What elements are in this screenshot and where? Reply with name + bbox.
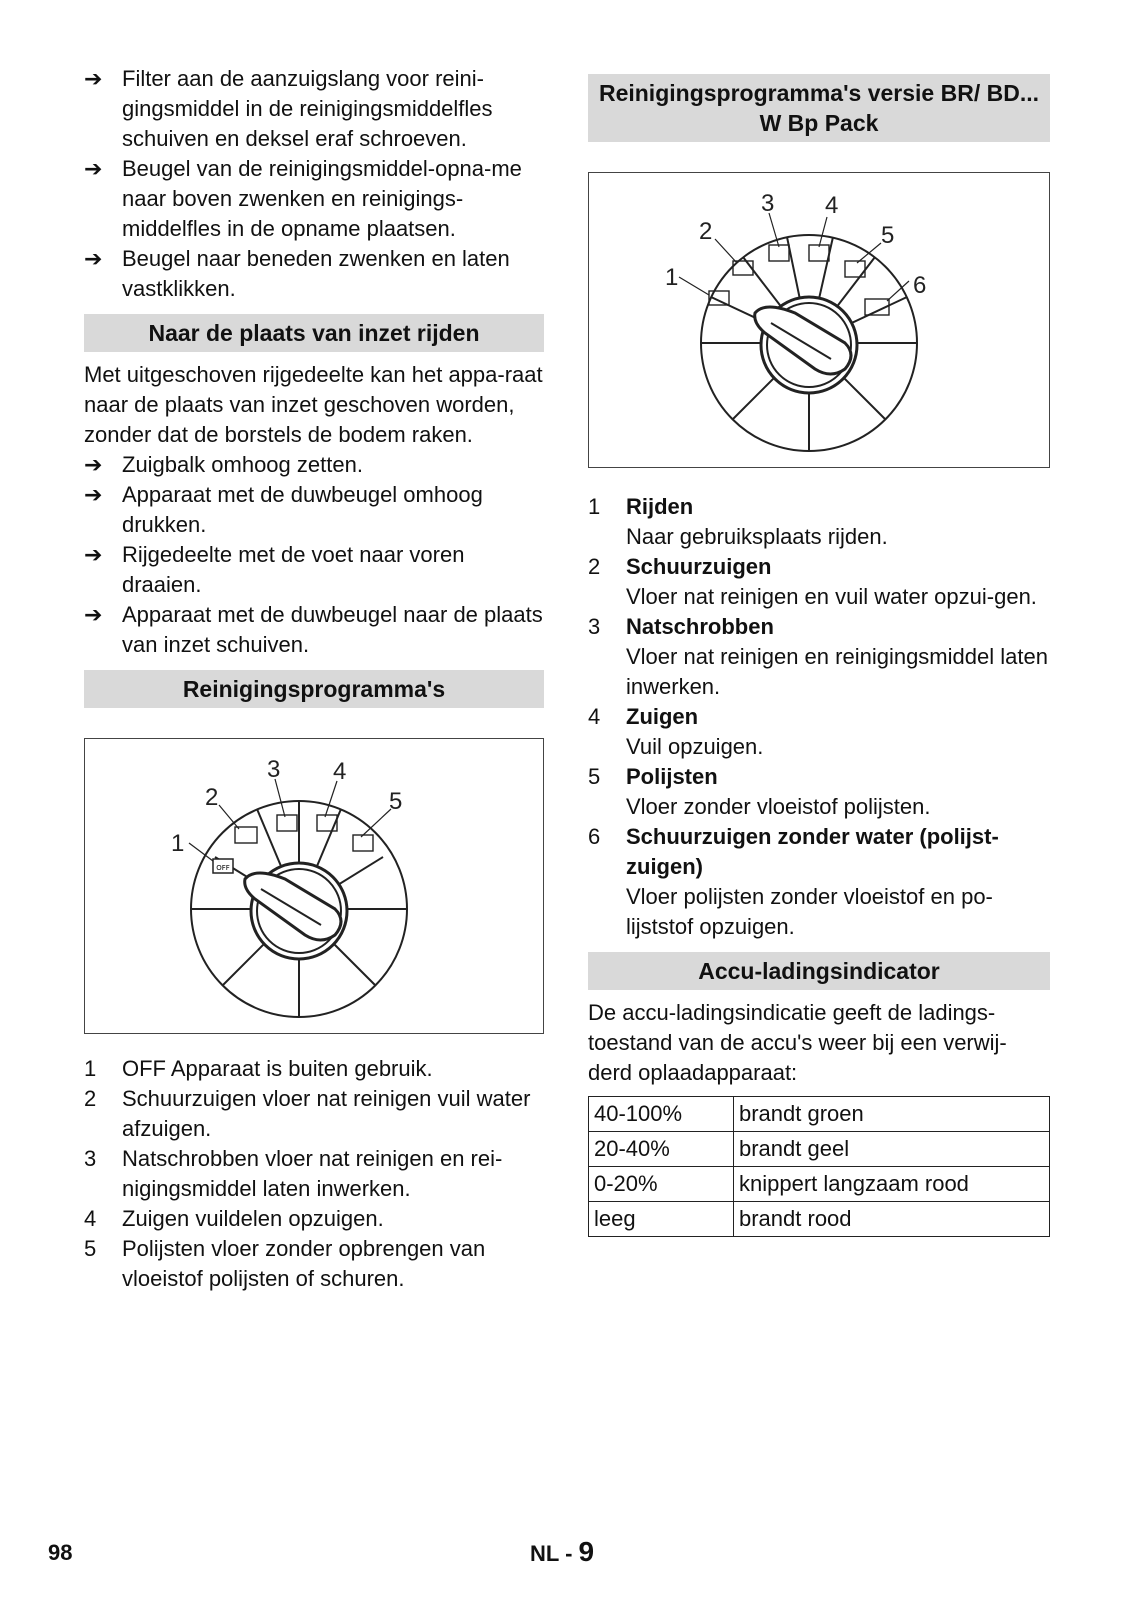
section-heading-bp-pack: Reinigingsprogramma's versie BR/ BD... W Bp Pack (588, 74, 1050, 142)
arrow-icon: ➔ (84, 482, 103, 507)
list-item: 6 Schuurzuigen zonder water (polijst-zuigen) Vloer polijsten zonder vloeistof en po-lijststof opzuigen. (588, 824, 999, 939)
callout-5: 5 (881, 222, 895, 249)
list-item: ➔ Beugel naar beneden zwenken en laten vastklikken. (84, 244, 544, 304)
right-column (588, 64, 1050, 1237)
list-item: 5 Polijsten vloer zonder opbrengen van vloeistof polijsten of schuren. (84, 1236, 486, 1291)
section-heading-reinigingsprogrammas: Reinigingsprogramma's (84, 670, 544, 708)
wet-scrub-icon (769, 245, 789, 261)
list-item: 1 Rijden Naar gebruiksplaats rijden. (588, 494, 888, 549)
list-item: 5 Polijsten Vloer zonder vloeistof polijsten. (588, 764, 931, 819)
table-row: leeg brandt rood (589, 1202, 1050, 1237)
arrow-icon: ➔ (84, 542, 103, 567)
wet-scrub-icon (277, 815, 297, 831)
callout-1: 1 (171, 830, 185, 857)
arrow-icon: ➔ (84, 156, 103, 181)
list-item: ➔ Filter aan de aanzuigslang voor reini-gingsmiddel in de reinigingsmiddelfles schuiven en deksel eraf schroeven. (84, 64, 544, 154)
callout-6: 6 (913, 272, 927, 299)
page-number: 98 (48, 1540, 73, 1565)
bp-pack-dial-figure (588, 172, 1050, 468)
list-item: ➔ Zuigbalk omhoog zetten. (84, 450, 544, 480)
list-item: 4 Zuigen vuildelen opzuigen. (84, 1206, 384, 1231)
list-item: 3 Natschrobben vloer nat reinigen en rei-nigingsmiddel laten inwerken. (84, 1146, 503, 1201)
list-item: ➔ Beugel van de reinigingsmiddel-opna-me naar boven zwenken en reinigings-middelfles in de opname plaatsen. (84, 154, 544, 244)
bp-pack-dial-diagram (589, 173, 1049, 467)
callout-1: 1 (665, 264, 679, 291)
callout-3: 3 (761, 190, 775, 217)
section-paragraph: Met uitgeschoven rijgedeelte kan het appa-raat naar de plaats van inzet geschoven worden, zonder dat de borstels de bodem raken. (84, 362, 543, 447)
left-column (84, 64, 544, 1294)
callout-2: 2 (699, 218, 713, 245)
page-label: NL - 9 (530, 1536, 595, 1567)
callout-4: 4 (333, 758, 347, 785)
charge-indicator-table (588, 1096, 1050, 1237)
list-item: ➔ Rijgedeelte met de voet naar voren draaien. (84, 540, 544, 600)
table-row: 40-100% brandt groen (589, 1097, 1050, 1132)
program-list (84, 1054, 544, 1294)
table-row: 20-40% brandt geel (589, 1132, 1050, 1167)
svg-text:OFF: OFF (216, 864, 230, 872)
program-dial-diagram (85, 739, 543, 1033)
suction-icon (809, 245, 829, 261)
suction-icon (317, 815, 337, 831)
list-item: 3 Natschrobben Vloer nat reinigen en reinigingsmiddel laten inwerken. (588, 614, 1048, 699)
arrow-icon: ➔ (84, 66, 103, 91)
list-item: 4 Zuigen Vuil opzuigen. (588, 704, 764, 759)
section-paragraph: De accu-ladingsindicatie geeft de ladings-toestand van de accu's weer bij een verwij-derd oplaadapparaat: (588, 1000, 1007, 1085)
callout-2: 2 (205, 784, 219, 811)
arrow-icon: ➔ (84, 246, 103, 271)
table-row: 0-20% knippert langzaam rood (589, 1167, 1050, 1202)
intro-bullets (84, 64, 544, 304)
list-item: 1 OFF Apparaat is buiten gebruik. (84, 1056, 433, 1081)
section-heading-naar-de-plaats: Naar de plaats van inzet rijden (84, 314, 544, 352)
bp-pack-program-list (588, 492, 1050, 942)
scrub-suction-icon (235, 827, 257, 843)
polish-icon (353, 835, 373, 851)
arrow-icon: ➔ (84, 602, 103, 627)
callout-5: 5 (389, 788, 403, 815)
list-item: 2 Schuurzuigen vloer nat reinigen vuil water afzuigen. (84, 1086, 531, 1141)
callout-4: 4 (825, 192, 839, 219)
program-dial-figure (84, 738, 544, 1034)
list-item: ➔ Apparaat met de duwbeugel omhoog drukken. (84, 480, 544, 540)
list-item: ➔ Apparaat met de duwbeugel naar de plaats van inzet schuiven. (84, 600, 544, 660)
arrow-icon: ➔ (84, 452, 103, 477)
callout-3: 3 (267, 756, 281, 783)
section-heading-accu: Accu-ladingsindicator (588, 952, 1050, 990)
list-item: 2 Schuurzuigen Vloer nat reinigen en vuil water opzui-gen. (588, 554, 1037, 609)
